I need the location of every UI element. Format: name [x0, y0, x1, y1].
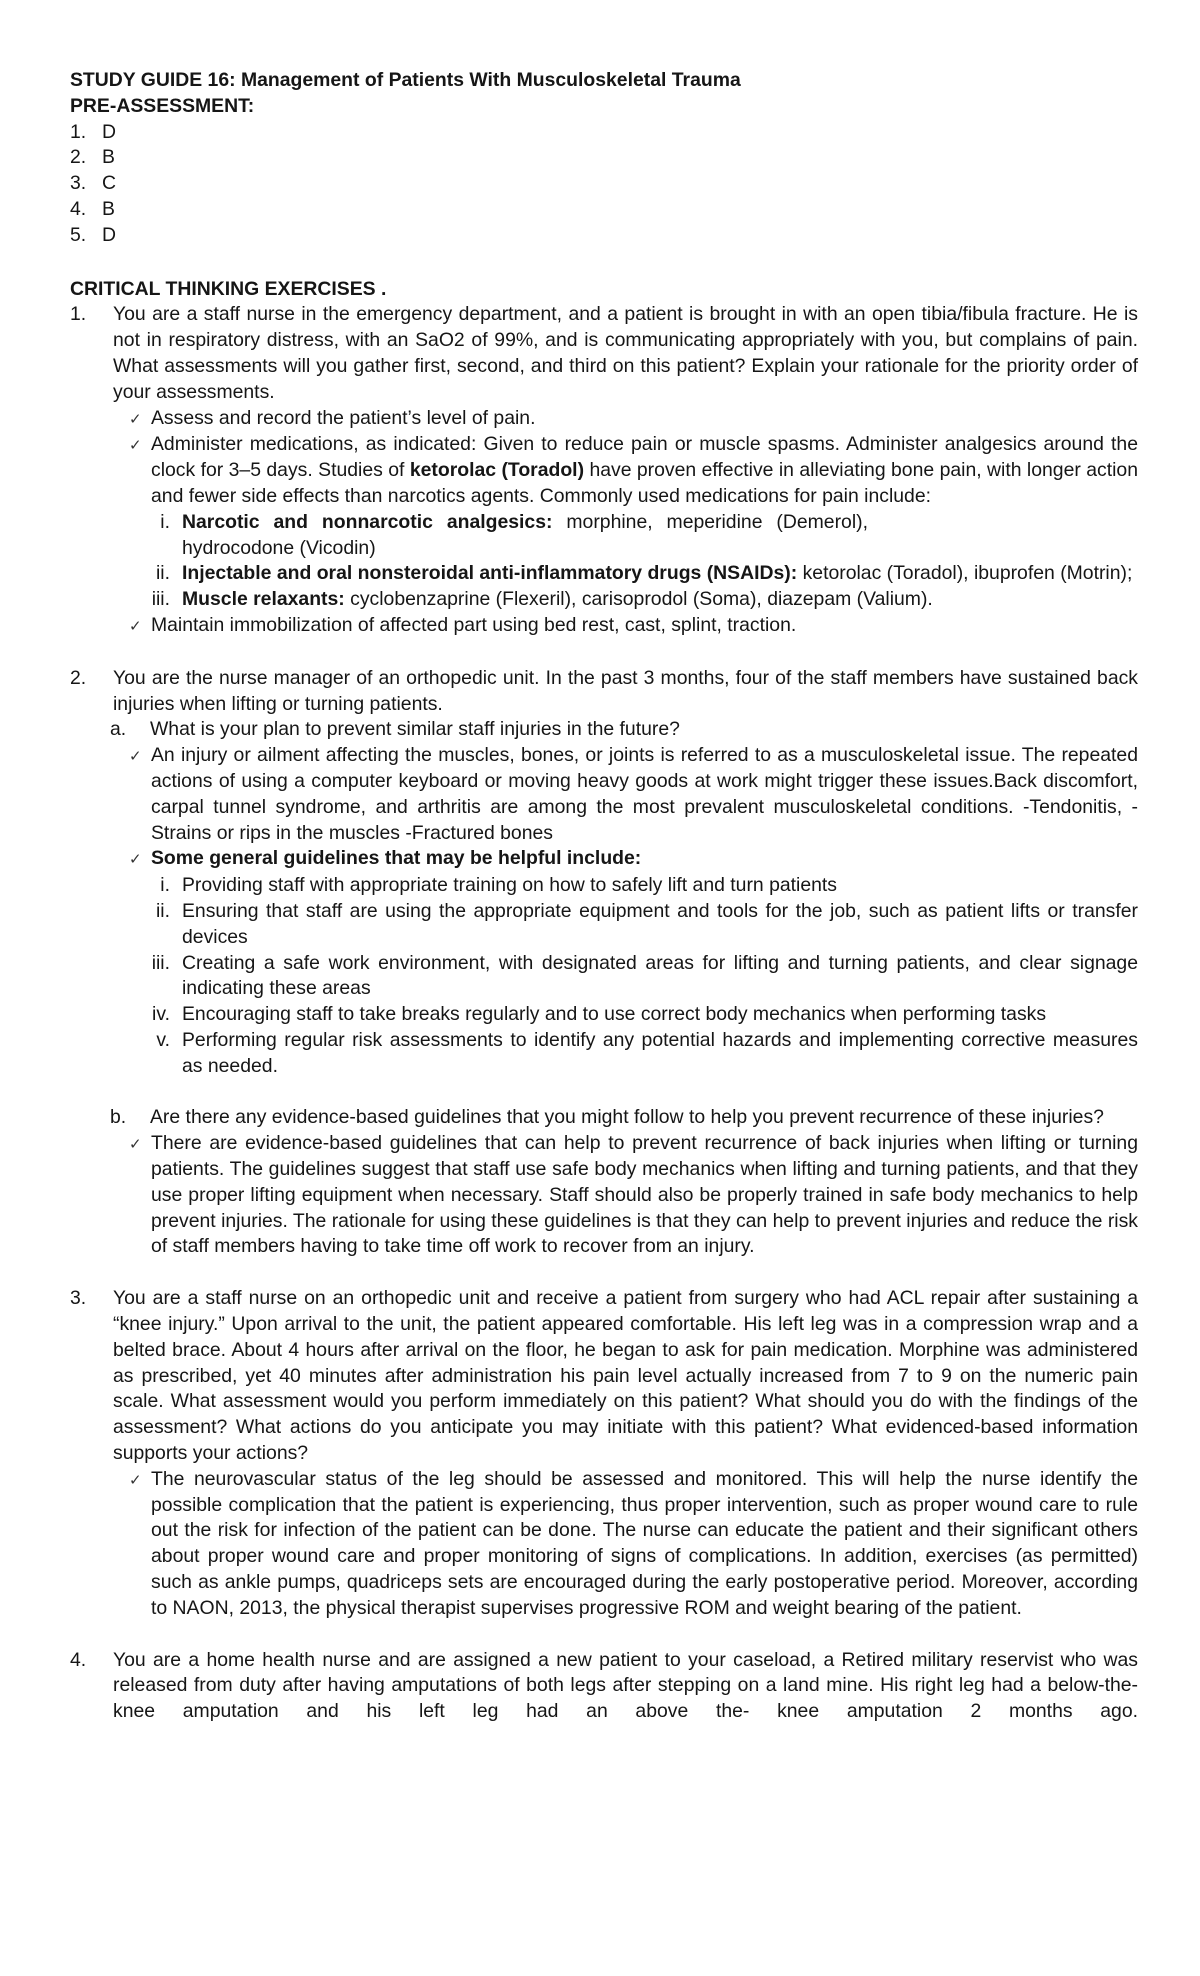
list-item: 1. D	[70, 120, 117, 143]
checkmark-icon: ✓	[129, 748, 142, 766]
question-2: 2. You are the nurse manager of an orthopedic unit. In the past 3 months, four of the staff members have sustained back injuries when lifting or turning patients.	[70, 666, 1138, 715]
question-1: 1. You are a staff nurse in the emergency department, and a patient is brought in with an open tibia/fibula fracture. He is not in respiratory distress, with an SaO2 of 99%, and is communicating appropriately with you, but complains of pain. What assessments will you gather first, second, and third on this patient? Explain your rationale for the priority order of your assessments.	[70, 303, 1138, 403]
question-4: 4. You are a home health nurse and are assigned a new patient to your caseload, a Retired military reservist who was released from duty after having amputations of both legs after stepping on a land mine. His right leg had a below-the-knee amputation and his left leg had an above the- knee amputation 2 months ago.	[70, 1648, 1138, 1723]
list-item: iii. Creating a safe work environment, with designated areas for lifting and turning patients, and clear signage indicating these areas	[151, 951, 1138, 1000]
list-item: ✓ Assess and record the patient’s level of pain.	[129, 406, 1138, 433]
list-item: 5. D	[70, 223, 117, 246]
list-item: ✓ Maintain immobilization of affected part using bed rest, cast, splint, traction.	[129, 613, 1138, 640]
list-item: ✓ There are evidence-based guidelines that can help to prevent recurrence of back injuries when lifting or turning patients. The guidelines suggest that staff use safe body mechanics when lifting and turning patients, and that they use proper lifting equipment when necessary. Staff should also be properly trained in safe body mechanics to help prevent injuries. The rationale for using these guidelines is that they can help to prevent injuries and reduce the risk of staff members having to take time off work to recover from an injury.	[129, 1131, 1138, 1260]
question-2b: b. Are there any evidence-based guidelines that you might follow to help you prevent recurrence of these injuries?	[110, 1106, 1104, 1129]
list-item: 3. C	[70, 172, 117, 195]
checkmark-icon: ✓	[129, 617, 142, 635]
list-item: ✓ Some general guidelines that may be helpful include:	[129, 846, 1138, 873]
list-item: v. Performing regular risk assessments to identify any potential hazards and implementing corrective measures as needed.	[156, 1028, 1138, 1077]
list-item: iii. Muscle relaxants: cyclobenzaprine (Flexeril), carisoprodol (Soma), diazepam (Valium).	[151, 588, 933, 611]
list-item: i. Narcotic and nonnarcotic analgesics: morphine, meperidine (Demerol), hydrocodone (Vicodin)	[160, 510, 868, 559]
list-item: 4. B	[70, 197, 115, 220]
list-item: i. Providing staff with appropriate training on how to safely lift and turn patients	[160, 874, 837, 897]
list-item: ✓ The neurovascular status of the leg should be assessed and monitored. This will help the nurse identify the possible complication that the patient is experiencing, thus proper intervention, such as proper wound care to rule out the risk for infection of the patient can be done. The nurse can educate the patient and their significant others about proper wound care and proper monitoring of signs of complications. In addition, exercises (as permitted) such as ankle pumps, quadriceps sets are encouraged during the early postoperative period. Moreover, according to NAON, 2013, the physical therapist supervises progressive ROM and weight bearing of the patient.	[129, 1467, 1138, 1622]
critical-thinking-heading: CRITICAL THINKING EXERCISES .	[70, 277, 387, 300]
pre-assessment-heading: PRE-ASSESSMENT:	[70, 94, 255, 117]
document-page	[70, 68, 1138, 1725]
list-item: iv. Encouraging staff to take breaks regularly and to use correct body mechanics when performing tasks	[152, 1003, 1047, 1026]
checkmark-icon: ✓	[129, 1136, 142, 1154]
pre-assessment-list	[70, 120, 1138, 249]
list-item: ✓ An injury or ailment affecting the muscles, bones, or joints is referred to as a musculoskeletal issue. The repeated actions of using a computer keyboard or moving heavy goods at work might trigger these issues.Back discomfort, carpal tunnel syndrome, and arthritis are among the most prevalent musculoskeletal conditions. -Tendonitis, -Strains or rips in the muscles -Fractured bones	[129, 743, 1138, 846]
list-item: 2. B	[70, 146, 115, 169]
document-title: STUDY GUIDE 16: Management of Patients With Musculoskeletal Trauma	[70, 69, 741, 91]
checkmark-icon: ✓	[129, 437, 142, 455]
list-item: ii. Injectable and oral nonsteroidal anti-inflammatory drugs (NSAIDs): ketorolac (Toradol), ibuprofen (Motrin);	[155, 562, 1133, 585]
checkmark-icon: ✓	[129, 851, 142, 869]
question-3: 3. You are a staff nurse on an orthopedic unit and receive a patient from surgery who had ACL repair after sustaining a “knee injury.” Upon arrival to the unit, the patient appeared comfortable. His left leg was in a compression wrap and a belted brace. About 4 hours after arrival on the floor, he began to ask for pain medication. Morphine was administered as prescribed, yet 40 minutes after administration his pain level actually increased from 7 to 9 on the numeric pain scale. What assessment would you perform immediately on this patient? What should you do with the findings of the assessment? What actions do you anticipate you may initiate with this patient? What evidenced-based information supports your actions?	[70, 1287, 1138, 1465]
checkmark-icon: ✓	[129, 410, 142, 428]
question-2a: a. What is your plan to prevent similar staff injuries in the future?	[110, 718, 680, 741]
list-item: ✓ Administer medications, as indicated: Given to reduce pain or muscle spasms. Administer analgesics around the clock for 3–5 days. Studies of ketorolac (Toradol) have proven effective in alleviating bone pain, with longer action and fewer side effects than narcotics agents. Commonly used medications for pain include:	[129, 432, 1138, 509]
checkmark-icon: ✓	[129, 1471, 142, 1489]
list-item: ii. Ensuring that staff are using the appropriate equipment and tools for the job, such as patient lifts or transfer devices	[155, 899, 1138, 948]
